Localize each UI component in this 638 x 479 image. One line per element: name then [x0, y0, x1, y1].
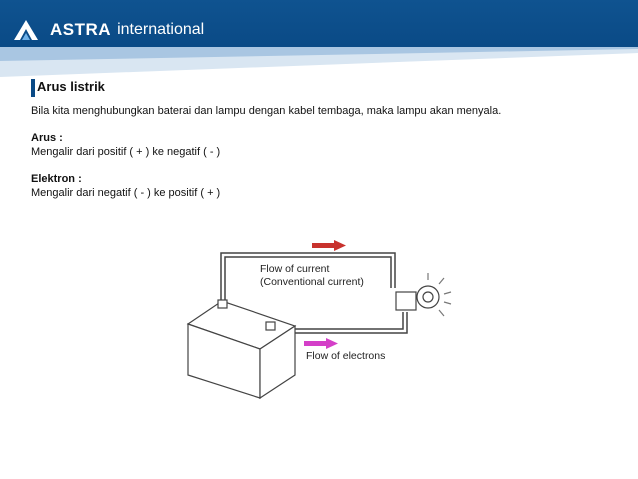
current-label: Flow of current: [260, 263, 330, 275]
elektron-heading: Elektron :: [31, 173, 82, 185]
lamp-icon: [396, 286, 439, 310]
slide-body: [31, 104, 631, 200]
circuit-diagram: [180, 230, 470, 400]
arus-heading: Arus :: [31, 132, 63, 144]
arus-text: Mengalir dari positif ( + ) ke negatif ( - ): [31, 146, 221, 158]
astra-logo: [12, 16, 204, 44]
logo-brand: ASTRA: [50, 20, 112, 39]
title-accent-bar: [31, 79, 35, 97]
slide-title: Arus listrik: [37, 79, 105, 94]
intro-text: Bila kita menghubungkan baterai dan lampu dengan kabel tembaga, maka lampu akan menyala.: [31, 105, 502, 117]
elektron-text: Mengalir dari negatif ( - ) ke positif ( + ): [31, 187, 221, 199]
electron-label: Flow of electrons: [306, 350, 386, 362]
electron-arrow-icon: [304, 338, 338, 349]
logo-brand-sub: international: [117, 21, 205, 38]
battery-icon: [188, 300, 295, 398]
astra-logo-icon: [12, 18, 40, 42]
header-stripes: [0, 47, 638, 77]
current-sublabel: (Conventional current): [260, 276, 364, 288]
current-arrow-icon: [312, 240, 346, 251]
